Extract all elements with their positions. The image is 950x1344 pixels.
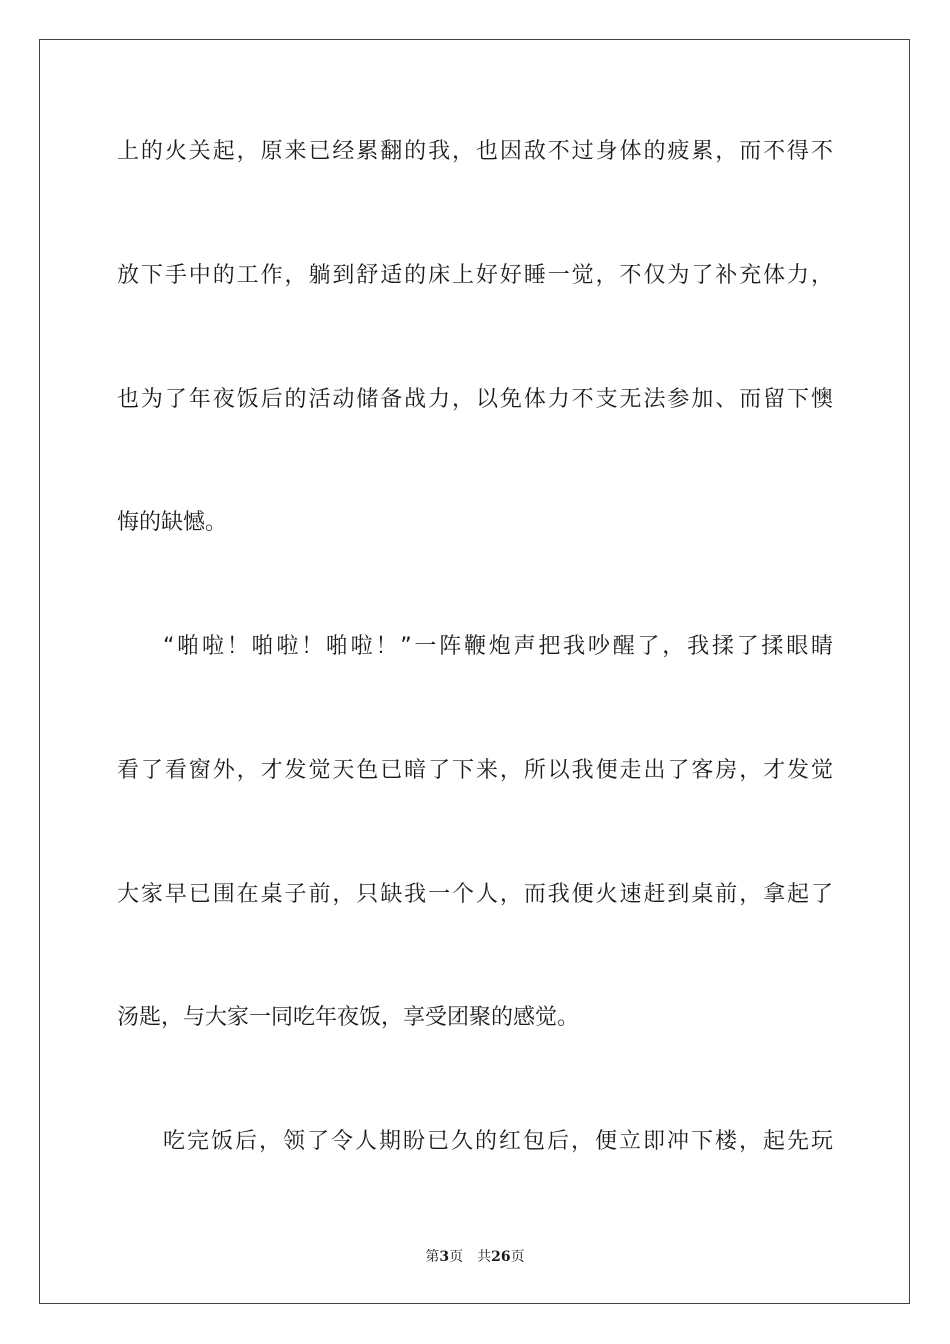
page-number: 3 — [439, 1249, 450, 1265]
total-suffix: 页 — [510, 1249, 525, 1265]
text-line-4: 悔的缺憾。 — [117, 510, 228, 535]
text-line-1: 上的火关起，原来已经累翻的我，也因敌不过身体的疲累，而不得不 — [117, 139, 833, 164]
page-suffix: 页 — [449, 1249, 464, 1265]
total-pages: 26 — [491, 1249, 511, 1265]
text-line-7: 大家早已围在桌子前，只缺我一个人，而我便火速赶到桌前，拿起了 — [117, 882, 833, 907]
page-prefix: 第 — [425, 1249, 440, 1265]
text-line-8: 汤匙，与大家一同吃年夜饭，享受团聚的感觉。 — [117, 1005, 580, 1030]
page-frame — [39, 39, 910, 1304]
text-line-2: 放下手中的工作，躺到舒适的床上好好睡一觉，不仅为了补充体力， — [117, 263, 833, 288]
total-prefix: 共 — [477, 1249, 492, 1265]
text-line-5: “啪啦！啪啦！啪啦！”一阵鞭炮声把我吵醒了，我揉了揉眼睛 — [163, 634, 834, 659]
text-line-6: 看了看窗外，才发觉天色已暗了下来，所以我便走出了客房，才发觉 — [117, 758, 833, 783]
text-line-9: 吃完饭后，领了令人期盼已久的红包后，便立即冲下楼，起先玩 — [163, 1129, 833, 1154]
page-footer — [0, 1248, 950, 1266]
text-line-3: 也为了年夜饭后的活动储备战力，以免体力不支无法参加、而留下懊 — [117, 387, 833, 412]
